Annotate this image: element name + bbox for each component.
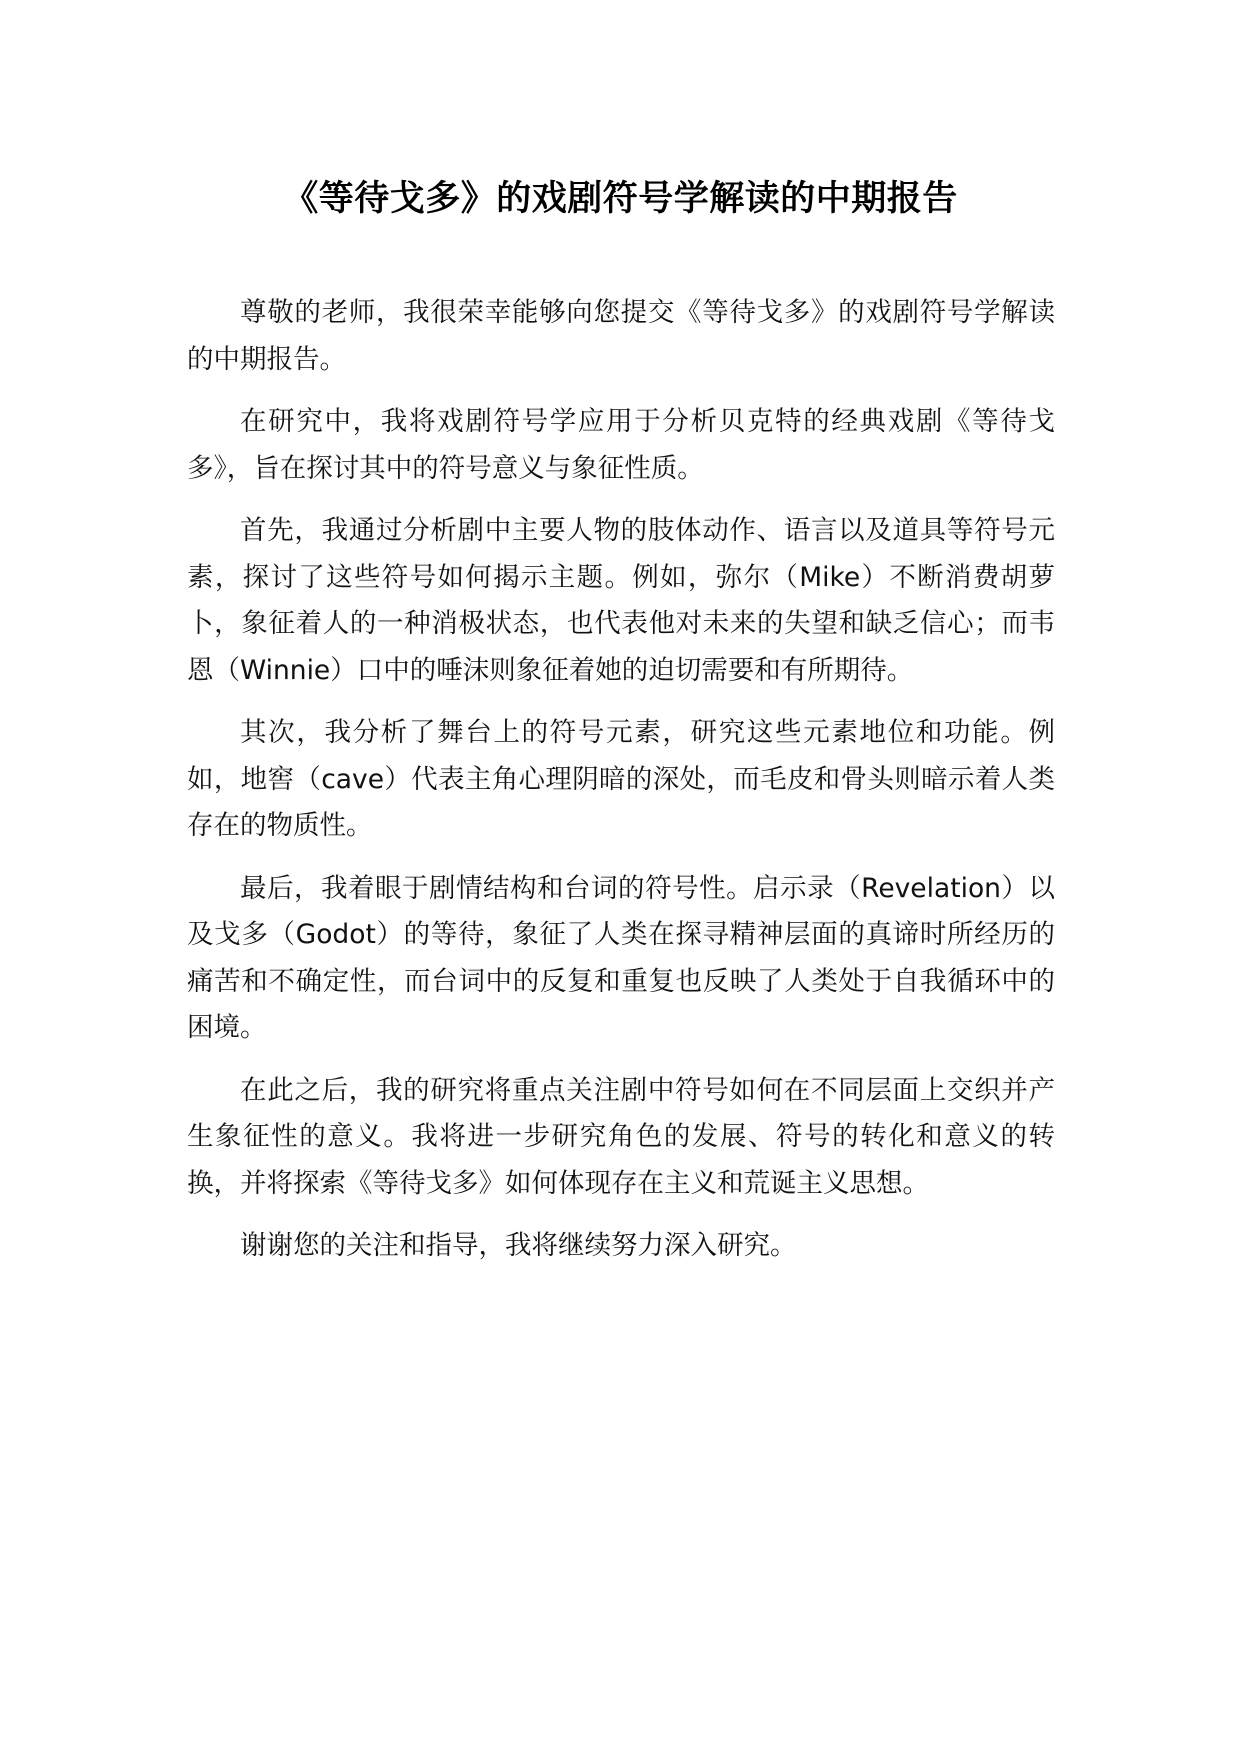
paragraph-research-scope: 在研究中，我将戏剧符号学应用于分析贝克特的经典戏剧《等待戈多》，旨在探讨其中的符号意义与象征性质。 bbox=[187, 406, 1055, 484]
paragraph-plot-structure: 最后，我着眼于剧情结构和台词的符号性。启示录（Revelation）以及戈多（Godot）的等待，象征了人类在探寻精神层面的真谛时所经历的痛苦和不确定性，而台词中的反复和重复也反映了人类处于自我循环中的困境。 bbox=[187, 872, 1055, 1043]
paragraph-stage-symbols: 其次，我分析了舞台上的符号元素，研究这些元素地位和功能。例如，地窖（cave）代表主角心理阴暗的深处，而毛皮和骨头则暗示着人类存在的物质性。 bbox=[187, 717, 1055, 841]
document-title: 《等待戈多》的戏剧符号学解读的中期报告 bbox=[283, 179, 958, 219]
paragraph-closing: 谢谢您的关注和指导，我将继续努力深入研究。 bbox=[240, 1230, 797, 1261]
document-body bbox=[187, 290, 1055, 1286]
paragraph-character-symbols: 首先，我通过分析剧中主要人物的肢体动作、语言以及道具等符号元素，探讨了这些符号如何揭示主题。例如，弥尔（Mike）不断消费胡萝卜，象征着人的一种消极状态，也代表他对未来的失望和缺乏信心；而韦恩（Winnie）口中的唾沫则象征着她的迫切需要和有所期待。 bbox=[187, 515, 1055, 686]
paragraph-greeting: 尊敬的老师，我很荣幸能够向您提交《等待戈多》的戏剧符号学解读的中期报告。 bbox=[187, 297, 1055, 375]
paragraph-future-research: 在此之后，我的研究将重点关注剧中符号如何在不同层面上交织并产生象征性的意义。我将进一步研究角色的发展、符号的转化和意义的转换，并将探索《等待戈多》如何体现存在主义和荒诞主义思想。 bbox=[187, 1074, 1055, 1199]
